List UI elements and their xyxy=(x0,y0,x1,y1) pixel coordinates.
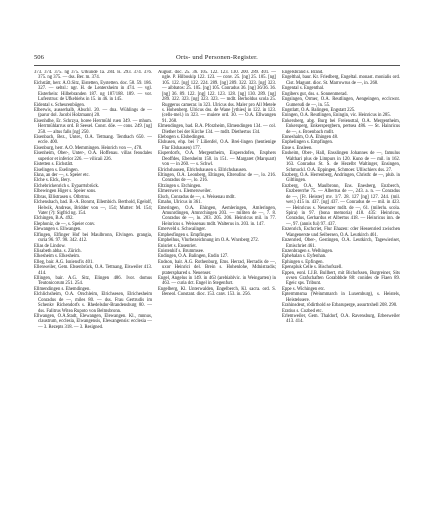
register-entry: Eisperdorfs, O.A. Mergentheim, Eispersdofen, Ersphers Deoffdes, Ebersheim 150. in 151. — Margaret (Marquart) von — in 260. — s. Schwl. xyxy=(158,151,276,168)
register-entry: Elephoniz, de —, s. Speier conv. xyxy=(34,221,96,227)
register-entry: Elbewingen Higer s. Speier sons. xyxy=(34,189,97,195)
register-entry: Enzberg, O.A. Herrenberg, Andringen, Christh: de —, plub. in Giltlingen. xyxy=(282,173,400,184)
register-entry: Eningen, O.A. Reutlingen, Eningin, vic. Heinricus in 285. xyxy=(282,113,391,119)
register-entry: Enisriet s. Ensenriet. xyxy=(158,243,197,249)
register-entry: Emphelhus, Vlurbezeichnung im O.A. Wnrsberg 272. xyxy=(158,238,259,244)
register-entry: Elfingen, Elfinger Hof bei Maulbronn, Elvingen. grangia, curia 96. 97. 98. 342. 412. xyxy=(34,232,152,244)
register-entry: Eidental s. Scheurenbügen. xyxy=(34,102,86,108)
register-entry: Elias de Lindow. xyxy=(34,243,66,249)
register-entry: Endson, bair. A.G. Rothenburg, Ems. Herrad, Herradis de —, uxor Heinrici del. Brein s. Hohenlohe, Mdnistradis; ptatersphared s. Neuenser. xyxy=(158,259,276,276)
register-entry: Elchensbach, bad. B.-A. Bonrnt, Ellembich. Berthold, Egelolf, Helwik, Andreas, Bridder von —, 154; Mutter: M. 154; Vater (?): Sigfrid ng. 154. xyxy=(34,200,152,216)
register-entry: Engsingen, Ormer, O.A. Reutlingen, Aengeingen, ecclcwnt. Gumersdi de —, in. 55. xyxy=(282,97,400,108)
register-entry: Eppe s. Wichingen etc. xyxy=(282,286,326,292)
register-entry: 373. 374. 375. ng 375. Urkunde 1a. 284. ls. 293. 374. 376. 375. ng 375. — dss. Ber. m. 374. xyxy=(34,70,152,81)
register-entry: Elmendingen, bad. B.A. Pforzheim, Elmendingen 134. — col. Diether bei der Kirche 134. — mdlt. Diethertus 134. xyxy=(158,124,276,135)
register-entry: Ellmendingen s. Ehemdingen. xyxy=(34,286,91,292)
register-entry: Enzberg, O.A. Maulbronn, Ens. Enesberg, Enzberch, Enzbererrhe 75. — Albertus de —, 243. a. n. — Conradus de —, [Fr. Heister] mv. 1/7. 28. 127 [ng] 127. 244. (mil. wer.) 415 in. 437. [ng] 437. — Conradus de — mil. in 423. — Heinricus s. Neuenzer mdlt. de —, 61. (milerlu. scola. Spira) in 97. (bona memoria) 418. 435: Heinricus, Conradus, Gerhardus et Albertus 418. — Heinricus inn. de —, 97. (annis fui) 97. 437. xyxy=(282,183,400,227)
register-entry: Elshusen, ehp. bei ? Lilienfel, O.A. Brei-lingen (hentienige Flur Elshausen) 177. xyxy=(158,140,276,151)
register-entry: Elche s. Elck, Bery. xyxy=(34,178,71,184)
register-entry: Enistenhif s. Brummsee. xyxy=(158,248,205,254)
register-entry: Ellenweiler, Gem. Ebsenbrück, O.A. Tettnang, Elsweiler 413. 414. xyxy=(34,265,152,276)
index-column-middle xyxy=(158,70,276,474)
register-page xyxy=(34,52,400,477)
register-entry: Eiselingen s. Eselingen. xyxy=(34,167,79,173)
register-entry: August. doc. 25. 36. 105. 122. 123. 130. 200. 289. 401. — ngle. P. Hilboskip 122. 123. — conv. 25. [ng] 25. 105. [ng] 105. 122. [ng] 122. 224. 289. [ng] 289. 322. 323. [ng] 323. — aibbatos: 25. 105. [ng] 105. Conradus 36. [ng] 36/36. 36. [ng] 36. 89. 122. [ng] 122. 123. 128. [ng] 130. 289. [ng] 289. 322. 323. [ng] 323. 323. — mdlt. Berholdus scola 25. Ruggerus camerar. in 323. Ulricus dss. Maler pro All Metele s. Hohenberg. Ulricus dss. de Wane [ythies] in 122. in 123. (cells-mel.) in 323. — muiere ord. 30. — O.A. Ellwangen 91. 268. xyxy=(158,70,276,124)
register-entry: Ellwangen, O.A.Stadt, Elewangen, Elewangen. Kl., mnnus, claustrum, ecclesia, Elwangensis, Elewangensis: ecclesia — — 3. Rezepts 318. — 3. Resigned. xyxy=(34,313,152,330)
register-entry: Ekna, an der —, s. Speier etc. xyxy=(34,173,90,179)
index-column-left xyxy=(34,70,152,474)
register-entry: Elbras, Ellistrasen s. Olbrtrus. xyxy=(34,194,91,200)
register-entry: Eptermmsma (Weinmmarch in Luxemburg), s. Heistels, Heistelssere. xyxy=(282,292,400,303)
register-entry: Engental s. Engenthal. xyxy=(282,86,325,92)
register-entry: Elebogen s. Elsbedingen. xyxy=(158,135,206,141)
register-entry: Eratius s. Cozbed etc. xyxy=(282,308,323,314)
register-entry: Engibers gut, dss. s. Sonnenmerad. xyxy=(282,91,348,97)
register-entry: Emeringen, O.A. Ehingen, Aemleringen, Amleringen, Amunrdingen, Amnrchingen 203. — militen de —, 7. 8. Conradus de —, lo. 203. 205. 206. Heinricus mil. in 77. Heinricus s. Weissenau mdlt. Walterus in. 203. in. 147. xyxy=(158,205,276,227)
register-entry: Emaho, Ulricus in 361. xyxy=(158,200,202,206)
register-entry: Eppen, eonl. I.J.B. Bullhert, mit Bichofssen, Burgreiner, Sits ovsen Grafschaften Gorabbbde 88: conides de Flaen 89. Egeic sps. Tribunt. xyxy=(282,270,400,287)
register-entry: Engel, Angelus in 149. in 463 (arebiablvic. in Weingarten) in 463. — curia dct. Engel in Stegenfurt. xyxy=(158,276,276,287)
register-entry: Elkesheim s. Elkesheim. xyxy=(34,254,81,260)
register-entry: Engstlatt, O.A. Balingen, Engstatt 225. xyxy=(282,107,356,113)
register-entry: Eisenburg, herr. A.O. Memmingen. Heinrich von —, 478. xyxy=(34,145,143,151)
register-entry: Elewangen s. Ellwangen. xyxy=(34,227,82,233)
register-entry: Eltzingen s. Etchingen. xyxy=(158,183,202,189)
register-entry: Eltingen, O.A. Leonberg, Eltingen, Eltersdinc de —, lo. 216. Conradus de —, lo. 216. xyxy=(158,173,276,184)
register-entry: Eisenhdhe, Er. Schrzya, horee Herrmühl ruen 349. — mhum. Herrmühlarrus ord. B Seesel. Const. döe. — cons. 249. [ng] 250. — altus falls [ng] 250. xyxy=(34,118,152,135)
register-entry: Enkersberg, abg. Burg bei Freiensttal, O.A. Mergentheim, Enkersperg, Enkerspergbern, pertsea 486. — St. Hainricus de —, s. Broenbach mdlt. xyxy=(282,118,400,135)
register-entry: Elchlichsheim, O.A. Orschleim, Elrichsesen, Elrichesheim Conradus de —, miles 80. — dss. Frau Gertrudis im Schenkv Richendorfs s. Rhedelsdor-Brandensburg 80. — dss. Falitrus Witea Rupoto von Belmsbronn. xyxy=(34,292,152,314)
index-columns xyxy=(34,70,400,474)
register-entry: Eisenbach, Bez., Unter., O.A. Tettnang. Tentbach 650. — eccle. 400. xyxy=(34,135,152,146)
register-entry: Enneshalm, O.A. Ehingen 48. xyxy=(282,135,339,141)
register-entry: Elchingen, B.A. 492. xyxy=(34,216,74,222)
register-entry: Elleg, bair. A.G. Isniensfix 401. xyxy=(34,259,94,265)
register-entry: Elisabeth abba. s. Zürich. xyxy=(34,248,82,254)
register-entry: Erahinsdeut, rödirthold se Erbaruperge, assurtrshell 208. 290. xyxy=(282,303,398,309)
register-entry: Ense s. Ensleen. xyxy=(282,145,313,151)
register-entry: Ephingen s. Epfingen. xyxy=(282,259,324,265)
register-entry: Eisenheim, Ober-, Unter-, O.A. Hoffenau. villas feoudales superior et inferior 226. — vilicaii 226. xyxy=(34,151,152,162)
register-entry: Elchebrickenrich s. Eyparrtsbrück. xyxy=(34,183,100,189)
page-header xyxy=(34,52,400,64)
register-entry: Engelsbrand s. Brand. xyxy=(282,70,324,75)
register-entry: Erlemweiler, Gem. Thaldorf, O.A. Ravensburg, Erbesweiler 413. 414. xyxy=(282,313,400,325)
page-number: 506 xyxy=(34,54,44,61)
header-rule xyxy=(34,65,400,66)
register-entry: Eistetten s. Eichstätt. xyxy=(34,162,74,168)
index-column-right xyxy=(282,70,400,474)
register-entry: Enphelingen s. Empfingen. xyxy=(282,140,334,146)
register-entry: Elsch, Conradus de —, s. Weisenau mdlt. xyxy=(158,194,236,200)
register-entry: Emerveld s. Schwaiinger. xyxy=(158,227,206,233)
register-entry: Engelthal, baur. Kr. Friedberg, Engeltal. monast. monialis ord. Cist. Magunt. dioc. St. Marrowrus de —, in. 268. xyxy=(282,75,400,86)
register-entry: Epenspluk Celle s. Bischofszell. xyxy=(282,265,343,271)
register-entry: Ephehalan s. Eyfenhan. xyxy=(282,254,327,260)
register-entry: Enzenrich, Eschcriet, Flur Ehazen: cder Hessenried zwischen Wangenerste und Seibersen, O.A. Leutkirch 461. xyxy=(282,227,400,238)
running-title: Orts- und Personen-Register. xyxy=(176,54,258,61)
register-entry: Elberwis, ausserhalb, Abschl. 20. — dna. Wühlings de — (parur dol. Jacobi Holzmann) 20. xyxy=(34,107,152,119)
register-entry: Enzenried, Ober-, Gestingen, O.A. Leutkirch, Tagewieriset, Emischriet 461. xyxy=(282,238,400,249)
register-entry: Ensheim, Ober-, Hall, Ensslingen Johannes de —, famulus Walthari plus de Limpurs in 120. Kuno de — mil. in 162. 163. Conradus St. S. de Hezelbt Waltinger, Ensingen, Schmuckl. O.A. Eppingen, Schmoer. Ullischiers dss. 27. xyxy=(282,151,400,173)
register-entry: Eichstätt, herr. A.O.Sitz, Eistetten, Eystetten. doc. 58. 59. 186. 327. — seltsl.: ngr. H. de Lentersheim in 474. — vgl. Eisterhein: Hilbebranden 187. ng 187/188. 189. — vor. Luferstrus: de Ufkebiehs in 15. in 46. in 145. xyxy=(34,80,152,103)
register-entry: Ellingen, bair. A.G. Sitz, Elingen 486. Ivor. domus Teutonicorum 251. 254. xyxy=(34,276,152,287)
register-entry: Endingen, O.A. Balingen, Endin 127. xyxy=(158,254,229,260)
register-entry: Emphesfingen s. Empfingen. xyxy=(158,232,213,238)
register-entry: Enzenbragen s. Welhingen. xyxy=(282,248,334,254)
register-entry: Elrichshausen, Elrichshausen s. Ellrichshausen. xyxy=(158,167,248,173)
register-entry: Elmerswer s. Elemersweiler. xyxy=(158,189,212,195)
register-entry: Engelberg, Kl. Unterwalden, Engelberch, Kl. sacra. ord. S. Beneol. Constant. dioc. 153. canv. 153. in. 256. xyxy=(158,286,276,298)
